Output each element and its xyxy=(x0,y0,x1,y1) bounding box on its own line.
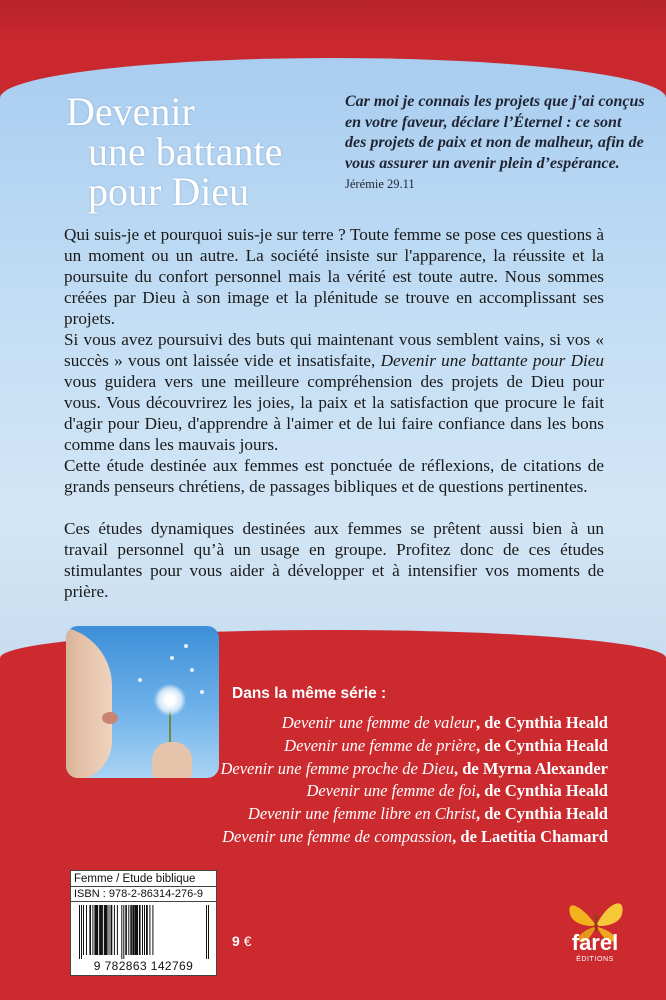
series-item-author: , de Laetitia Chamard xyxy=(452,826,608,846)
barcode-bar xyxy=(86,905,87,955)
barcode-bar xyxy=(142,905,143,955)
series-item xyxy=(88,826,608,849)
verse-reference: Jérémie 29.11 xyxy=(345,177,415,191)
barcode-bar xyxy=(125,905,127,955)
barcode-bar xyxy=(81,905,82,959)
floating-seed xyxy=(138,678,142,682)
series-item-title: Devenir une femme libre en Christ xyxy=(247,804,476,824)
barcode-bar xyxy=(89,905,91,955)
barcode-bar xyxy=(206,905,207,959)
floating-seed xyxy=(184,644,188,648)
barcode-bar xyxy=(99,905,101,955)
barcode-bar xyxy=(94,905,96,955)
barcode-bar xyxy=(111,905,113,955)
series-item xyxy=(88,712,608,735)
barcode-bar xyxy=(149,905,150,955)
barcode-bar xyxy=(208,905,209,959)
barcode-bar xyxy=(106,905,108,955)
series-item-author: , de Cynthia Heald xyxy=(475,781,608,801)
barcode-bar xyxy=(79,905,80,959)
barcode-bar xyxy=(144,905,145,955)
series-item xyxy=(88,758,608,781)
floating-seed xyxy=(170,656,174,660)
barcode-bar xyxy=(123,905,124,959)
series-item-author: , de Cynthia Heald xyxy=(475,804,608,824)
barcode-bar xyxy=(146,905,148,955)
barcode-bar xyxy=(136,905,138,955)
series-item-author: , de Cynthia Heald xyxy=(475,735,608,755)
price-currency: € xyxy=(243,933,252,949)
barcode-bar xyxy=(132,905,134,955)
floating-seed xyxy=(190,668,194,672)
price xyxy=(232,933,251,949)
isbn-number: ISBN : 978-2-86314-276-9 xyxy=(71,886,216,902)
title-line-3: pour Dieu xyxy=(88,169,250,214)
barcode-bar xyxy=(101,905,103,955)
description-paragraph-4: Ces études dynamiques destinées aux femmes se prêtent aussi bien à un travail personnel qu’à un usage en groupe. Profitez donc de ces études stimulantes pour vous aider à développer et à intensifier vos moments de prière. xyxy=(64,519,604,601)
series-item-author: , de Myrna Alexander xyxy=(454,758,608,778)
series-item-title: Devenir une femme de prière xyxy=(284,735,476,755)
barcode-bar xyxy=(104,905,106,955)
barcode-bar xyxy=(134,905,136,955)
title-line-2: une battante xyxy=(88,129,283,174)
barcode-bar xyxy=(117,905,118,955)
book-category: Femme / Etude biblique xyxy=(74,873,196,885)
barcode-bars xyxy=(77,905,211,959)
bible-verse-quote xyxy=(345,92,645,195)
book-description xyxy=(64,224,604,602)
description-paragraph-1: Qui suis-je et pourquoi suis-je sur terre ? Toute femme se pose ces questions à un moment ou un autre. La société insiste sur l'apparence, la réussite et la poursuite du confort personnel mais la vérité est toute autre. Nous sommes créées par Dieu à son image et la plénitude se trouve en accomplissant ses projets. xyxy=(64,225,604,328)
price-amount: 9 xyxy=(232,933,240,949)
barcode-box xyxy=(70,870,217,976)
barcode-bar xyxy=(128,905,129,955)
series-item xyxy=(88,803,608,826)
barcode-bar xyxy=(130,905,132,955)
barcode-bar xyxy=(152,905,153,955)
barcode-bar xyxy=(121,905,122,959)
series-item xyxy=(88,780,608,803)
barcode-bar xyxy=(114,905,115,955)
publisher-logo-subtitle: ÉDITIONS xyxy=(576,956,614,963)
series-item-title: Devenir une femme de foi xyxy=(306,781,476,801)
series-item xyxy=(88,735,608,758)
series-item-title: Devenir une femme proche de Dieu xyxy=(220,758,454,778)
publisher-logo-name: farel xyxy=(571,930,619,955)
p2-text-after: vous guidera vers une meilleure compréhension des projets de Dieu pour vous. Vous découvrirez les joies, la paix et la satisfaction que procure le fait d'agir pour Dieu, d'apprendre à l'aimer et de lui faire confiance dans les bons comme dans les mauvais jours. xyxy=(64,372,604,454)
series-list xyxy=(88,712,608,849)
series-item-title: Devenir une femme de compassion xyxy=(222,826,453,846)
barcode-bar xyxy=(92,905,93,955)
series-item-title: Devenir une femme de valeur xyxy=(281,713,476,732)
series-heading: Dans la même série : xyxy=(232,685,387,702)
barcode-bar xyxy=(139,905,141,955)
title-line-1: Devenir xyxy=(66,89,195,134)
series-item-author: , de Cynthia Heald xyxy=(475,713,608,732)
barcode-bar xyxy=(96,905,98,955)
description-paragraph-3: Cette étude destinée aux femmes est ponctuée de réflexions, de citations de grands penseurs chrétiens, de passages bibliques et de questions pertinentes. xyxy=(64,456,604,496)
book-title xyxy=(66,89,326,214)
p2-text-before: Si vous avez poursuivi des buts qui maintenant vous semblent vains, si vos « succès » vous ont laissée vide et insatisfaite, xyxy=(64,330,604,370)
barcode-bar xyxy=(83,905,84,955)
barcode-digits: 9 782863 142769 xyxy=(93,959,194,973)
verse-text: Car moi je connais les projets que j’ai conçus en votre faveur, déclare l’Éternel : ce sont des projets de paix et non de malheur, afin de vous assurer un avenir plein d’espérance. xyxy=(345,93,645,172)
description-paragraph-2 xyxy=(64,329,604,455)
barcode-bar xyxy=(109,905,110,955)
floating-seed xyxy=(200,690,204,694)
p2-book-title: Devenir une battante pour Dieu xyxy=(380,351,604,370)
